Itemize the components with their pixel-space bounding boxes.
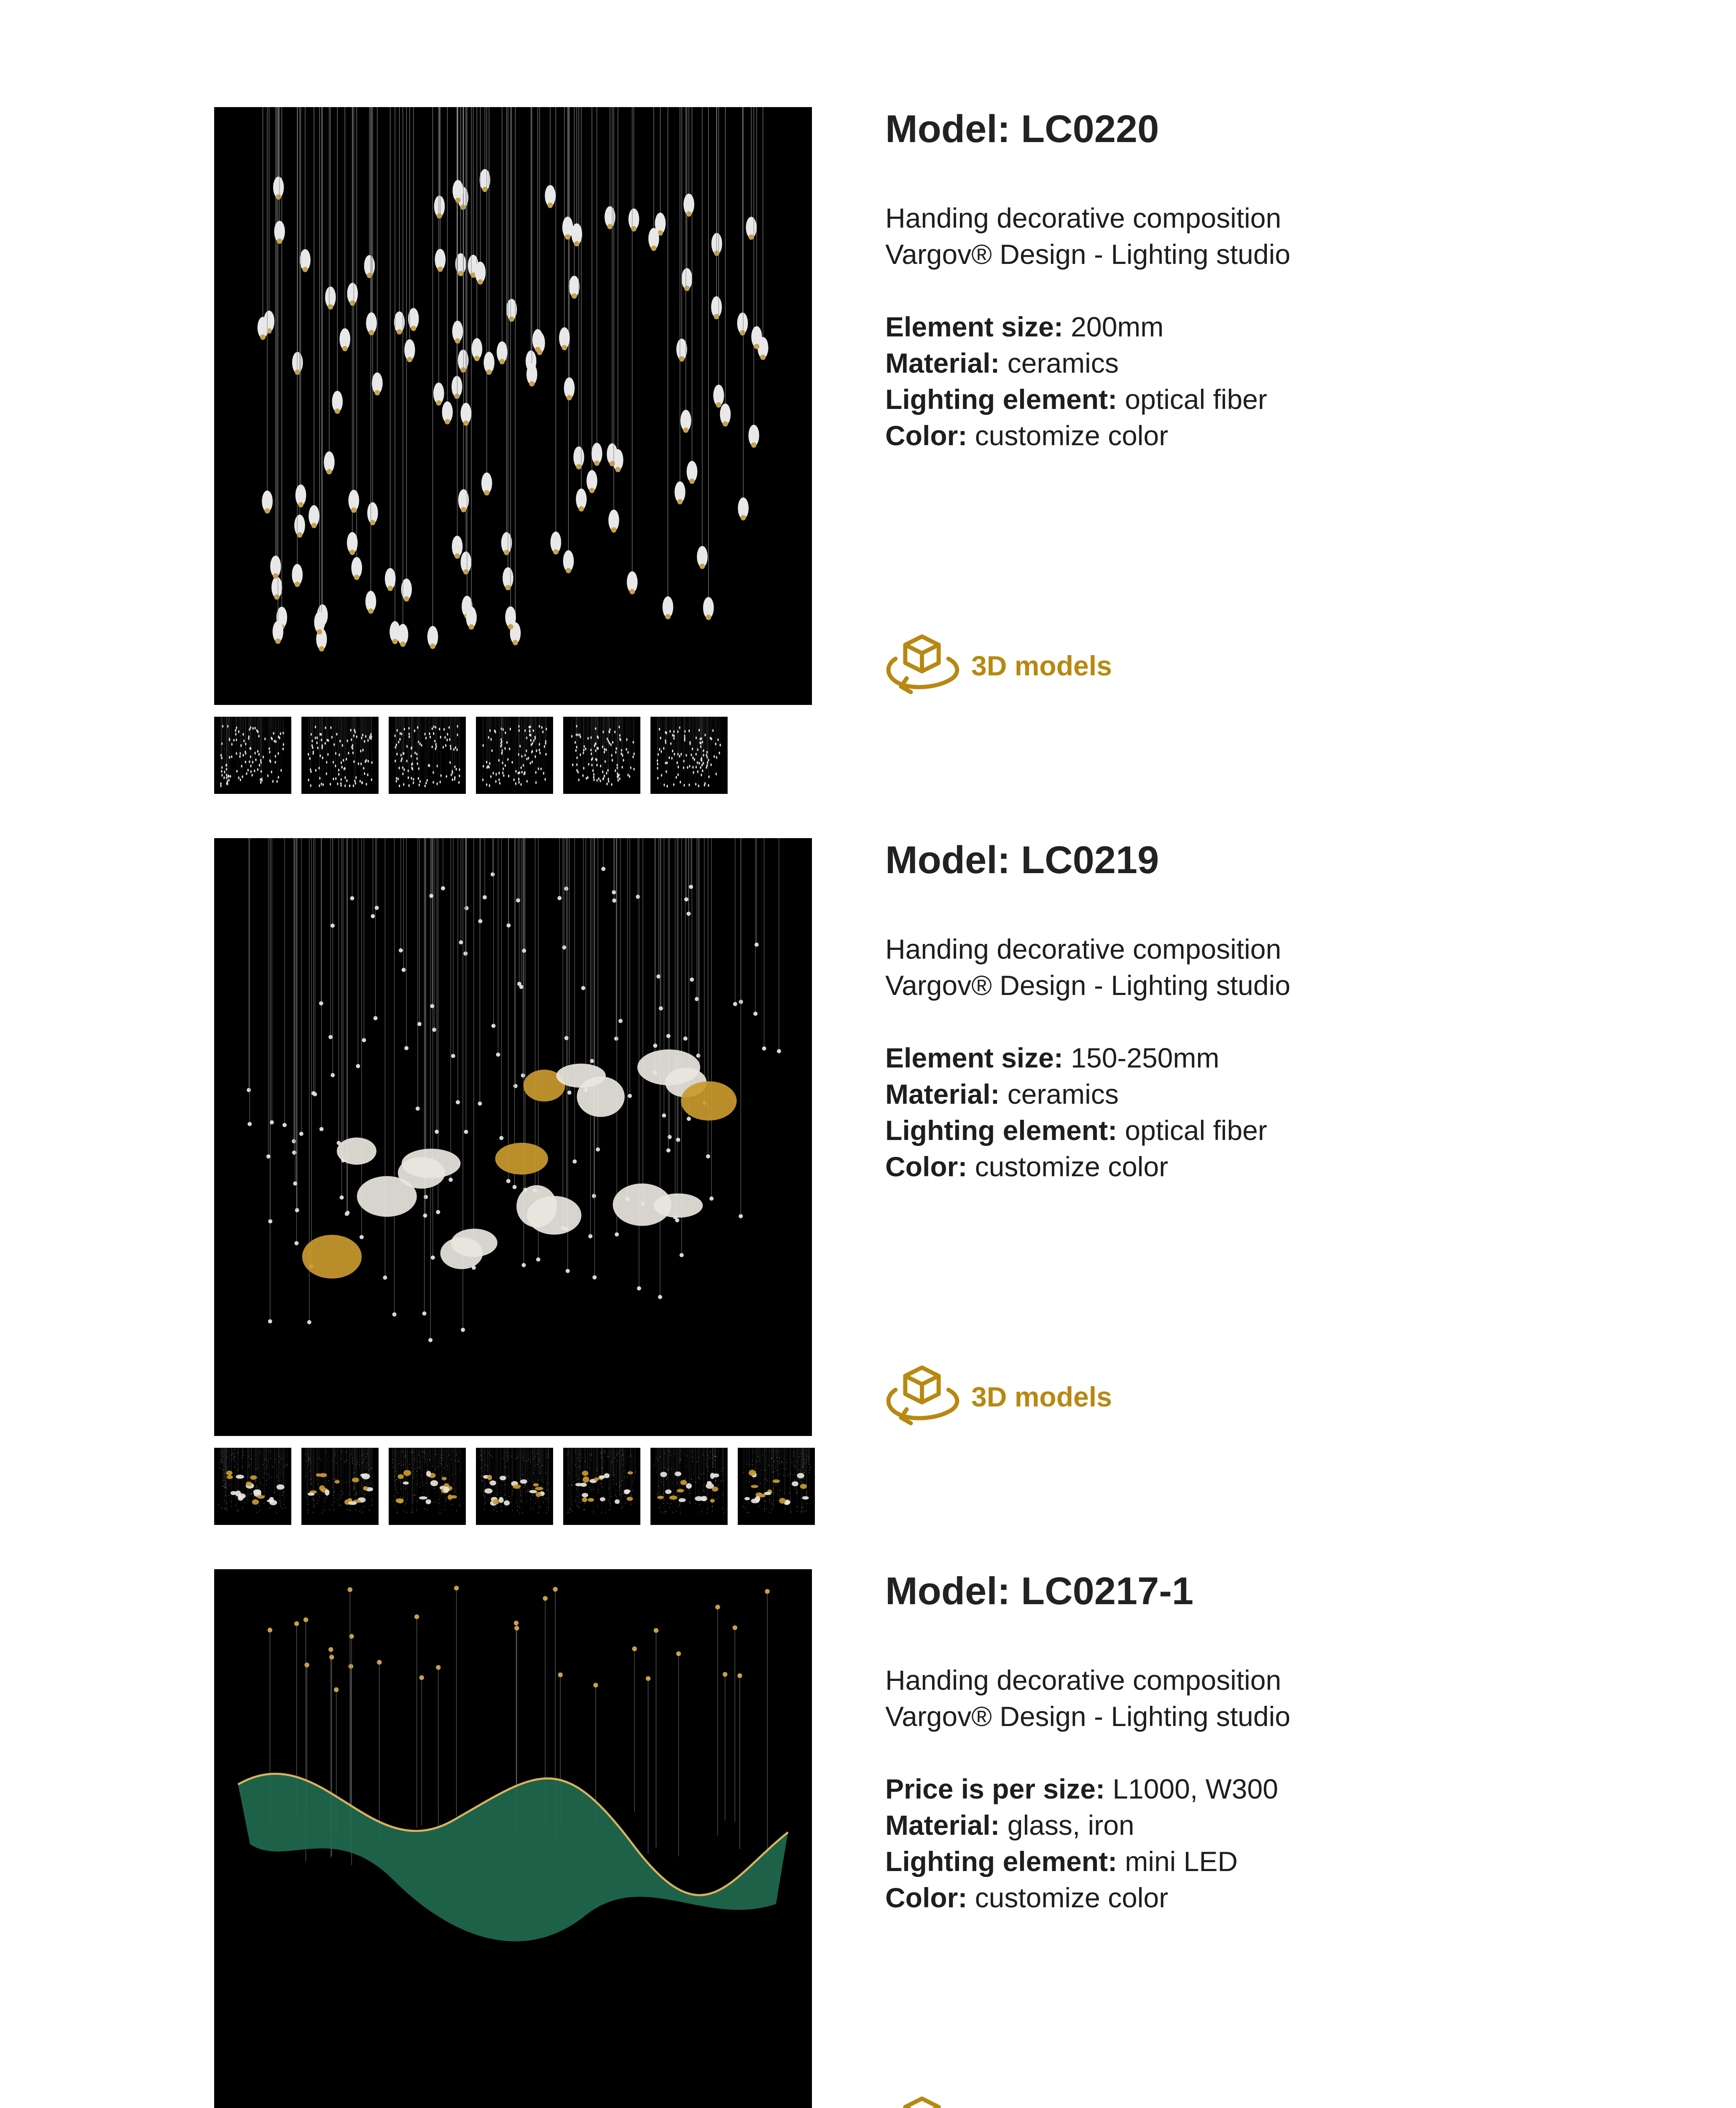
- model-title: Model: LC0219: [885, 839, 1159, 882]
- spec-material: Material: glass, iron: [885, 1810, 1134, 1841]
- spec-color: Color: customize color: [885, 1151, 1169, 1182]
- thumbnail-image: [738, 1448, 815, 1525]
- product-thumbnail[interactable]: [214, 717, 291, 794]
- model-title: Model: LC0217-1: [885, 1570, 1194, 1613]
- thumbnail-image: [476, 1448, 553, 1525]
- 3d-models-link[interactable]: [880, 630, 1112, 702]
- thumbnail-image: [214, 717, 291, 794]
- product-main-image[interactable]: [214, 1569, 812, 2108]
- spec-list: [885, 1040, 1290, 1185]
- thumbnail-image: [650, 1448, 728, 1525]
- spec-lighting-element: Lighting element: mini LED: [885, 1846, 1238, 1877]
- thumbnail-image: [563, 717, 640, 794]
- 3d-models-link[interactable]: [880, 2092, 1112, 2108]
- product-thumbnail[interactable]: [476, 717, 553, 794]
- spec-price-size: Price is per size: L1000, W300: [885, 1773, 1278, 1804]
- product-info: [885, 200, 1290, 454]
- spec-material: Material: ceramics: [885, 1078, 1119, 1110]
- spec-material: Material: ceramics: [885, 347, 1119, 379]
- product-info: [885, 1662, 1290, 1916]
- 3d-models-link[interactable]: [880, 1361, 1112, 1433]
- product-thumbnail[interactable]: [738, 1448, 815, 1525]
- product-thumbnail[interactable]: [476, 1448, 553, 1525]
- description-line: Handing decorative composition: [885, 933, 1282, 965]
- product-thumbnail[interactable]: [650, 1448, 728, 1525]
- spec-list: [885, 1771, 1290, 1916]
- 3d-models-label: 3D models: [971, 650, 1112, 681]
- product-lc0220: [0, 107, 1736, 832]
- 3d-cube-rotate-icon: [880, 1361, 964, 1433]
- product-thumbnail[interactable]: [301, 717, 379, 794]
- spec-color: Color: customize color: [885, 420, 1169, 451]
- product-thumbnail[interactable]: [563, 1448, 640, 1525]
- spec-list: [885, 309, 1290, 454]
- chandelier-birds-image: [214, 107, 812, 705]
- spec-color: Color: customize color: [885, 1882, 1169, 1913]
- product-lc0217-1: [0, 1569, 1736, 2108]
- thumbnail-image: [650, 717, 728, 794]
- studio-line: Vargov® Design - Lighting studio: [885, 1701, 1290, 1732]
- spec-element-size: Element size: 150-250mm: [885, 1042, 1220, 1073]
- 3d-cube-rotate-icon: [880, 2092, 964, 2108]
- product-main-image[interactable]: [214, 838, 812, 1436]
- product-lc0219: [0, 838, 1736, 1563]
- chandelier-ribbon-image: [214, 1569, 812, 2108]
- thumbnail-image: [389, 717, 466, 794]
- product-thumbnail[interactable]: [389, 717, 466, 794]
- product-thumbnail[interactable]: [301, 1448, 379, 1525]
- product-thumbnail[interactable]: [563, 717, 640, 794]
- studio-line: Vargov® Design - Lighting studio: [885, 970, 1290, 1001]
- product-info: [885, 931, 1290, 1185]
- model-title: Model: LC0220: [885, 108, 1159, 151]
- studio-line: Vargov® Design - Lighting studio: [885, 239, 1290, 270]
- product-thumbnail[interactable]: [650, 717, 728, 794]
- thumbnail-image: [214, 1448, 291, 1525]
- spec-element-size: Element size: 200mm: [885, 311, 1164, 342]
- product-thumbnail[interactable]: [389, 1448, 466, 1525]
- description-line: Handing decorative composition: [885, 202, 1282, 234]
- thumbnail-image: [476, 717, 553, 794]
- thumbnail-image: [563, 1448, 640, 1525]
- thumbnail-image: [301, 1448, 379, 1525]
- chandelier-flowers-image: [214, 838, 812, 1436]
- spec-lighting-element: Lighting element: optical fiber: [885, 1115, 1267, 1146]
- thumbnail-image: [389, 1448, 466, 1525]
- 3d-cube-rotate-icon: [880, 630, 964, 702]
- spec-lighting-element: Lighting element: optical fiber: [885, 384, 1267, 415]
- thumbnail-image: [301, 717, 379, 794]
- product-main-image[interactable]: [214, 107, 812, 705]
- 3d-models-label: 3D models: [971, 1381, 1112, 1412]
- product-thumbnail[interactable]: [214, 1448, 291, 1525]
- description-line: Handing decorative composition: [885, 1664, 1282, 1696]
